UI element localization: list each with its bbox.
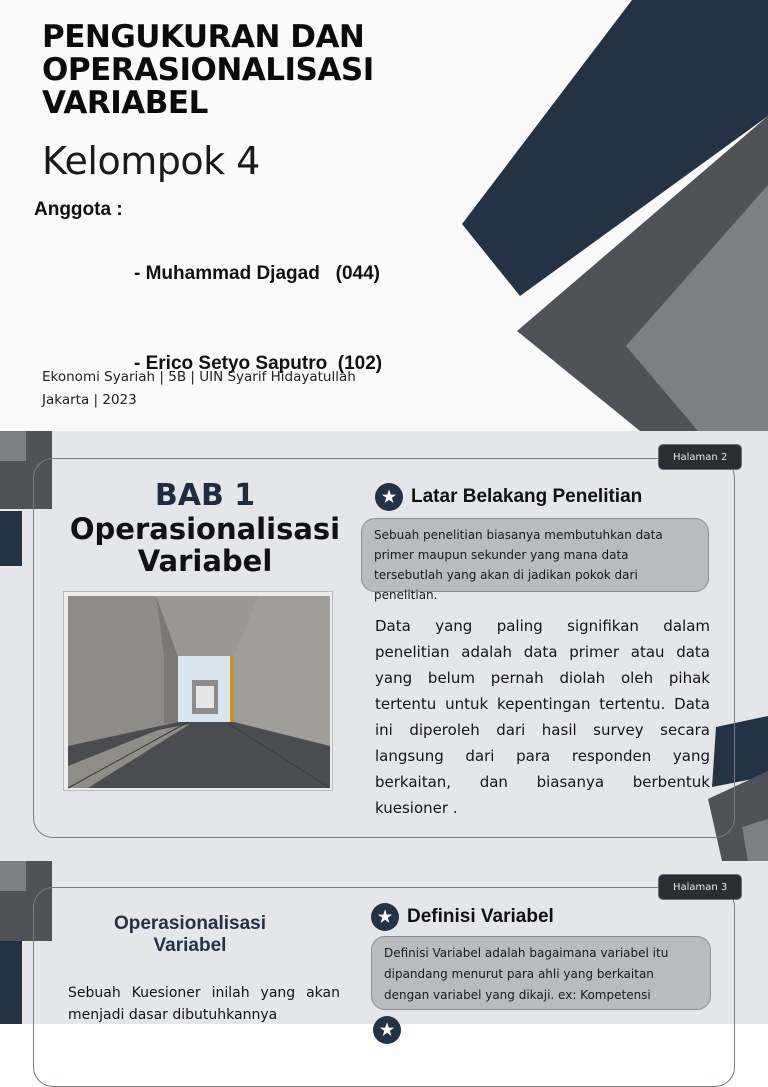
group-name: Kelompok 4 — [42, 139, 260, 183]
course-info-line: Jakarta | 2023 — [42, 392, 137, 408]
highlight-callout: Sebuah penelitian biasanya membutuhkan data primer maupun sekunder yang mana data tersebutlah yang akan di jadikan pokok dari penelitian. — [361, 518, 709, 592]
course-info — [42, 366, 382, 412]
title-slide — [0, 0, 768, 431]
title-line: OPERASIONALISASI — [42, 52, 374, 88]
section-heading-partial — [373, 1016, 401, 1044]
title-line: PENGUKURAN DAN — [42, 19, 365, 55]
body-paragraph: Data yang paling signifikan dalam penelitian adalah data primer atau data yang belum pernah diolah oleh pihak tertentu untuk kepentingan tertentu. Data ini diperoleh dari hasil survey secara langsung dari para responden yang berkaitan, dan biasanya berbentuk kuesioner . — [375, 617, 710, 817]
slide-operasionalisasi — [0, 861, 768, 1039]
highlight-callout: Definisi Variabel adalah bagaimana variabel itu dipandang menurut para ahli yang berkaitan dengan variabel yang dikaji. ex: Kompetensi — [371, 936, 711, 1010]
section-heading — [371, 903, 554, 931]
slide-title — [75, 913, 305, 957]
main-title — [42, 21, 374, 120]
star-icon: ★ — [375, 483, 403, 511]
corridor-image — [63, 591, 333, 791]
member-item: - Muhammad Djagad (044) — [134, 263, 380, 284]
section-heading-label: Definisi Variabel — [407, 906, 554, 927]
star-icon: ★ — [373, 1016, 401, 1044]
chapter-number: BAB 1 — [154, 478, 256, 513]
member-item: - Erico Setyo Saputro (102) — [134, 353, 383, 374]
chapter-heading — [60, 479, 350, 577]
slide-title-line: Variabel — [153, 935, 227, 956]
page-badge: Halaman 3 — [658, 874, 742, 900]
slide-title-line: Operasionalisasi — [113, 913, 267, 934]
star-icon: ★ — [371, 903, 399, 931]
course-info-line: Ekonomi Syariah | 5B | UIN Syarif Hidayatullah — [42, 369, 356, 385]
members-label: Anggota : — [34, 199, 123, 220]
section-heading — [375, 483, 642, 511]
title-line: VARIABEL — [42, 85, 208, 121]
body-paragraph: Sebuah Kuesioner inilah yang akan menjadi dasar dibutuhkannya — [68, 985, 340, 1023]
chapter-title: Variabel — [137, 544, 273, 578]
page-badge: Halaman 2 — [658, 444, 742, 470]
chapter-title: Operasionalisasi — [69, 512, 341, 546]
section-heading-label: Latar Belakang Penelitian — [411, 486, 643, 507]
slide-bab-1 — [0, 431, 768, 861]
